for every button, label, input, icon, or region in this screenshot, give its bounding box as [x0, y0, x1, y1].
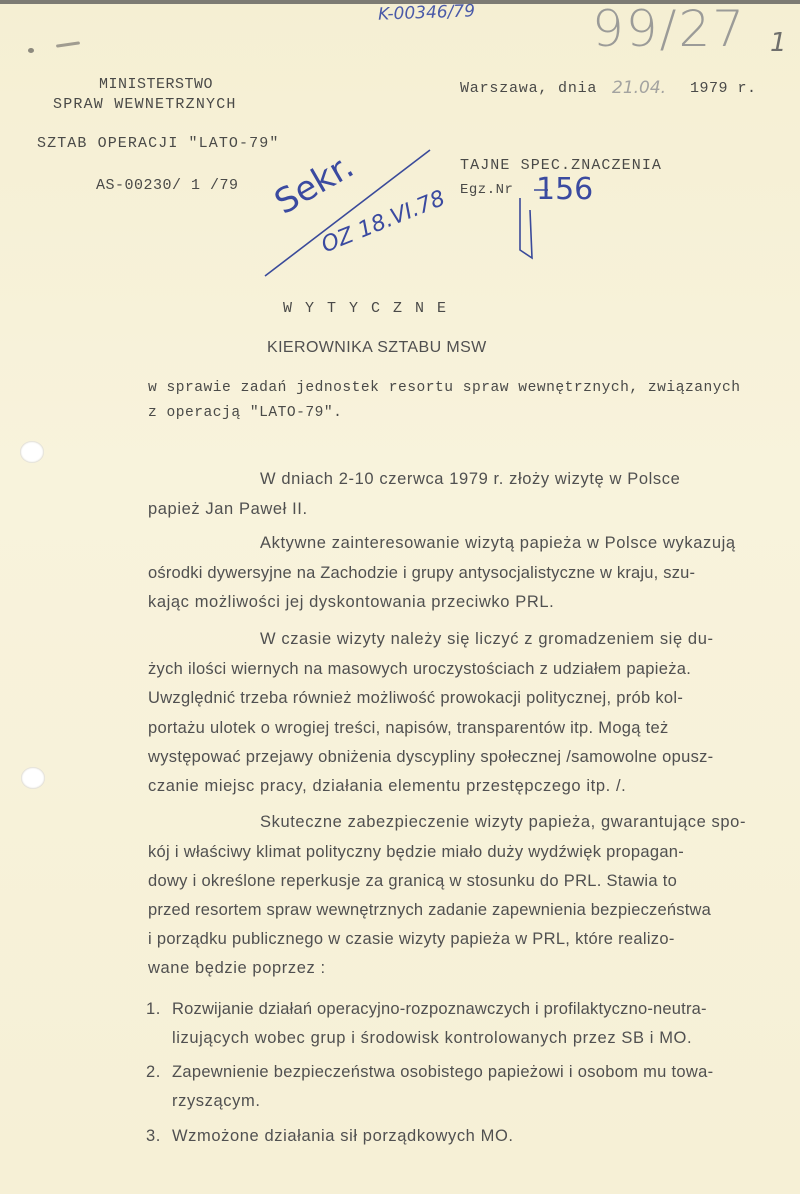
- ministry-line2: SPRAW WEWNETRZNYCH: [53, 96, 237, 113]
- list-item-1-line-1: Rozwijanie działań operacyjno-rozpoznawczych i profilaktyczno-neutra-: [172, 1000, 707, 1018]
- subject-line2: z operacją "LATO-79".: [148, 405, 343, 421]
- staff-name: SZTAB OPERACJI "LATO-79": [37, 135, 280, 152]
- folio-suffix: 1: [770, 28, 787, 58]
- paragraph-2-line-1: Aktywne zainteresowanie wizytą papieża w Polsce wykazują: [260, 534, 736, 552]
- paragraph-4-line-2: kój i właściwy klimat polityczny będzie miało duży wydźwięk propagan-: [148, 843, 685, 861]
- punch-hole-lower: [21, 767, 45, 789]
- paragraph-3-line-3: Uwzględnić trzeba również możliwość prowokacji politycznej, prób kol-: [148, 689, 684, 707]
- copy-label: Egz.Nr: [460, 182, 514, 198]
- place-date-suffix: 1979 r.: [690, 80, 757, 97]
- ministry-line1: MINISTERSTWO: [99, 76, 214, 93]
- list-item-2-line-1: Zapewnienie bezpieczeństwa osobistego papieżowi i osobom mu towa-: [172, 1063, 714, 1081]
- paragraph-4-line-4: przed resortem spraw wewnętrznych zadanie zapewnienia bezpieczeństwa: [148, 901, 711, 919]
- paragraph-4-line-3: dowy i określone reperkusje za granicą w stosunku do PRL. Stawia to: [148, 872, 678, 890]
- list-item-3-line-1: Wzmożone działania sił porządkowych MO.: [172, 1127, 514, 1145]
- reference-number: AS-00230/ 1 /79: [96, 177, 239, 194]
- paragraph-3-line-4: portażu ulotek o wrogiej treści, napisów, transparentów itp. Mogą też: [148, 719, 669, 737]
- date-handwritten: 21.04.: [612, 78, 667, 98]
- folio-number: 99/27: [592, 0, 747, 58]
- paragraph-3-line-2: żych ilości wiernych na masowych uroczystościach z udziałem papieża.: [148, 660, 692, 678]
- paragraph-4-line-5: i porządku publicznego w czasie wizyty papieża w PRL, które realizo-: [148, 930, 675, 948]
- list-item-1-number: 1.: [146, 1000, 161, 1018]
- place-date-prefix: Warszawa, dnia: [460, 80, 598, 97]
- document-title: W Y T Y C Z N E: [283, 300, 449, 317]
- subject-line1: w sprawie zadań jednostek resortu spraw wewnętrznych, związanych: [148, 380, 741, 396]
- list-item-3-number: 3.: [146, 1127, 161, 1145]
- stamp-line2: OZ 18.VI.78: [318, 185, 449, 259]
- stamp-line1: Sekr.: [268, 146, 361, 223]
- paragraph-4-line-6: wane będzie poprzez :: [148, 959, 326, 977]
- paragraph-4-line-1: Skuteczne zabezpieczenie wizyty papieża, gwarantujące spo-: [260, 813, 747, 831]
- list-item-2-number: 2.: [146, 1063, 161, 1081]
- punch-hole-upper: [20, 441, 44, 463]
- paragraph-1-line-2: papież Jan Paweł II.: [148, 500, 308, 518]
- paragraph-1-line-1: W dniach 2-10 czerwca 1979 r. złoży wizytę w Polsce: [260, 470, 681, 488]
- paragraph-2-line-3: kając możliwości jej dyskontowania przeciwko PRL.: [148, 593, 555, 611]
- list-item-2-line-2: rzyszącym.: [172, 1092, 261, 1110]
- copy-number: 156: [536, 172, 594, 207]
- paragraph-2-line-2: ośrodki dywersyjne na Zachodzie i grupy antysocjalistyczne w kraju, szu-: [148, 564, 696, 582]
- list-item-1-line-2: lizujących wobec grup i środowisk kontrolowanych przez SB i MO.: [172, 1029, 693, 1047]
- paragraph-3-line-5: występować przejawy obniżenia dyscypliny społecznej /samowolne opusz-: [148, 748, 714, 766]
- diagonal-stroke: [0, 0, 800, 300]
- document-subtitle: KIEROWNIKA SZTABU MSW: [267, 339, 487, 356]
- archive-number: K-00346/79: [377, 1, 476, 25]
- paragraph-3-line-1: W czasie wizyty należy się liczyć z gromadzeniem się du-: [260, 630, 714, 648]
- classification: TAJNE SPEC.ZNACZENIA: [460, 157, 663, 174]
- paragraph-3-line-6: czanie miejsc pracy, działania elementu przestępczego itp. /.: [148, 777, 627, 795]
